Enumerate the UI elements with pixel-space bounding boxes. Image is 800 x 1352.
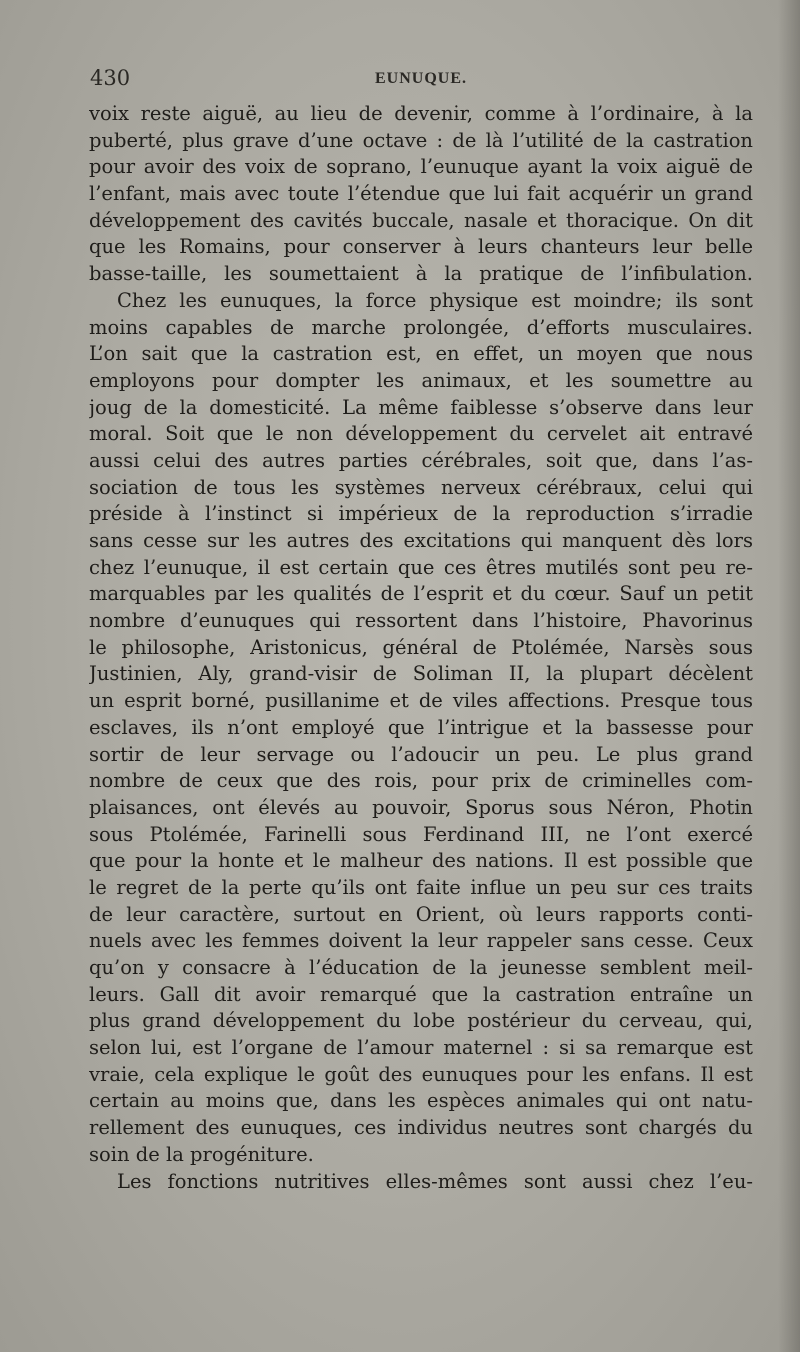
page-number: 430 [90,66,131,90]
text-line: que pour la honte et le malheur des nations. Il est possible que [89,849,753,873]
text-line: sortir de leur servage ou l’adoucir un peu. Le plus grand [89,742,753,766]
text-line: nombre d’eunuques qui ressortent dans l’histoire, Phavorinus [89,609,753,633]
text-line: employons pour dompter les animaux, et les soumettre au [89,368,753,392]
text-line: rellement des eunuques, ces individus neutres sont chargés du [89,1116,753,1140]
text-line: plaisances, ont élevés au pouvoir, Sporus sous Néron, Photin [89,795,753,819]
text-line: chez l’eunuque, il est certain que ces êtres mutilés sont peu re- [89,555,753,579]
text-line: aussi celui des autres parties cérébrales, soit que, dans l’as- [89,448,753,472]
text-line: nuels avec les femmes doivent la leur rappeler sans cesse. Ceux [89,929,753,953]
text-line: le regret de la perte qu’ils ont faite influe un peu sur ces traits [89,875,753,899]
text-line: marquables par les qualités de l’esprit et du cœur. Sauf un petit [89,582,753,606]
text-line: esclaves, ils n’ont employé que l’intrigue et la bassesse pour [89,715,753,739]
text-line: nombre de ceux que des rois, pour prix de criminelles com- [89,769,753,793]
text-line: sociation de tous les systèmes nerveux cérébraux, celui qui [89,475,753,499]
text-line: moral. Soit que le non développement du cervelet ait entravé [89,422,753,446]
text-line: joug de la domesticité. La même faiblesse s’observe dans leur [89,395,753,419]
body-text [89,101,753,1195]
text-line: qu’on y consacre à l’éducation de la jeunesse semblent meil- [89,956,753,979]
text-line: puberté, plus grave d’une octave : de là l’utilité de la castration [89,128,753,152]
text-line: que les Romains, pour conserver à leurs chanteurs leur belle [89,235,753,259]
page-edge-shadow [778,0,800,1352]
text-line: selon lui, est l’organe de l’amour maternel : si sa remarque est [89,1036,753,1060]
text-line: Chez les eunuques, la force physique est moindre; ils sont [117,288,753,312]
text-line: développement des cavités buccale, nasale et thoracique. On dit [89,208,753,232]
text-line: l’enfant, mais avec toute l’étendue que lui fait acquérir un grand [89,182,753,206]
text-line: sous Ptolémée, Farinelli sous Ferdinand III, ne l’ont exercé [89,822,753,846]
text-line: Justinien, Aly, grand-visir de Soliman II, la plupart décèlent [89,662,753,686]
text-line: voix reste aiguë, au lieu de devenir, comme à l’ordinaire, à la [89,102,753,125]
text-line: pour avoir des voix de soprano, l’eunuque ayant la voix aiguë de [89,155,753,179]
text-line: Les fonctions nutritives elles-mêmes sont aussi chez l’eu- [117,1169,753,1193]
text-line: leurs. Gall dit avoir remarqué que la castration entraîne un [89,982,753,1006]
text-line: soin de la progéniture. [89,1142,314,1166]
page-header [90,66,755,98]
text-line: certain au moins que, dans les espèces animales qui ont natu- [89,1089,753,1113]
text-line: de leur caractère, surtout en Orient, où leurs rapports conti- [89,902,753,926]
text-line: sans cesse sur les autres des excitations qui manquent dès lors [89,529,753,552]
text-line: moins capables de marche prolongée, d’efforts musculaires. [89,315,753,339]
text-line: vraie, cela explique le goût des eunuques pour les enfans. Il est [89,1062,753,1086]
text-line: L’on sait que la castration est, en effet, un moyen que nous [89,342,753,366]
text-line: préside à l’instinct si impérieux de la reproduction s’irradie [89,502,753,526]
text-line: le philosophe, Aristonicus, général de Ptolémée, Narsès sous [89,635,753,659]
running-head: EUNUQUE. [375,70,468,87]
text-line: un esprit borné, pusillanime et de viles affections. Presque tous [89,689,753,713]
text-line: basse-taille, les soumettaient à la pratique de l’infibulation. [89,262,753,286]
text-line: plus grand développement du lobe postérieur du cerveau, qui, [89,1009,753,1033]
